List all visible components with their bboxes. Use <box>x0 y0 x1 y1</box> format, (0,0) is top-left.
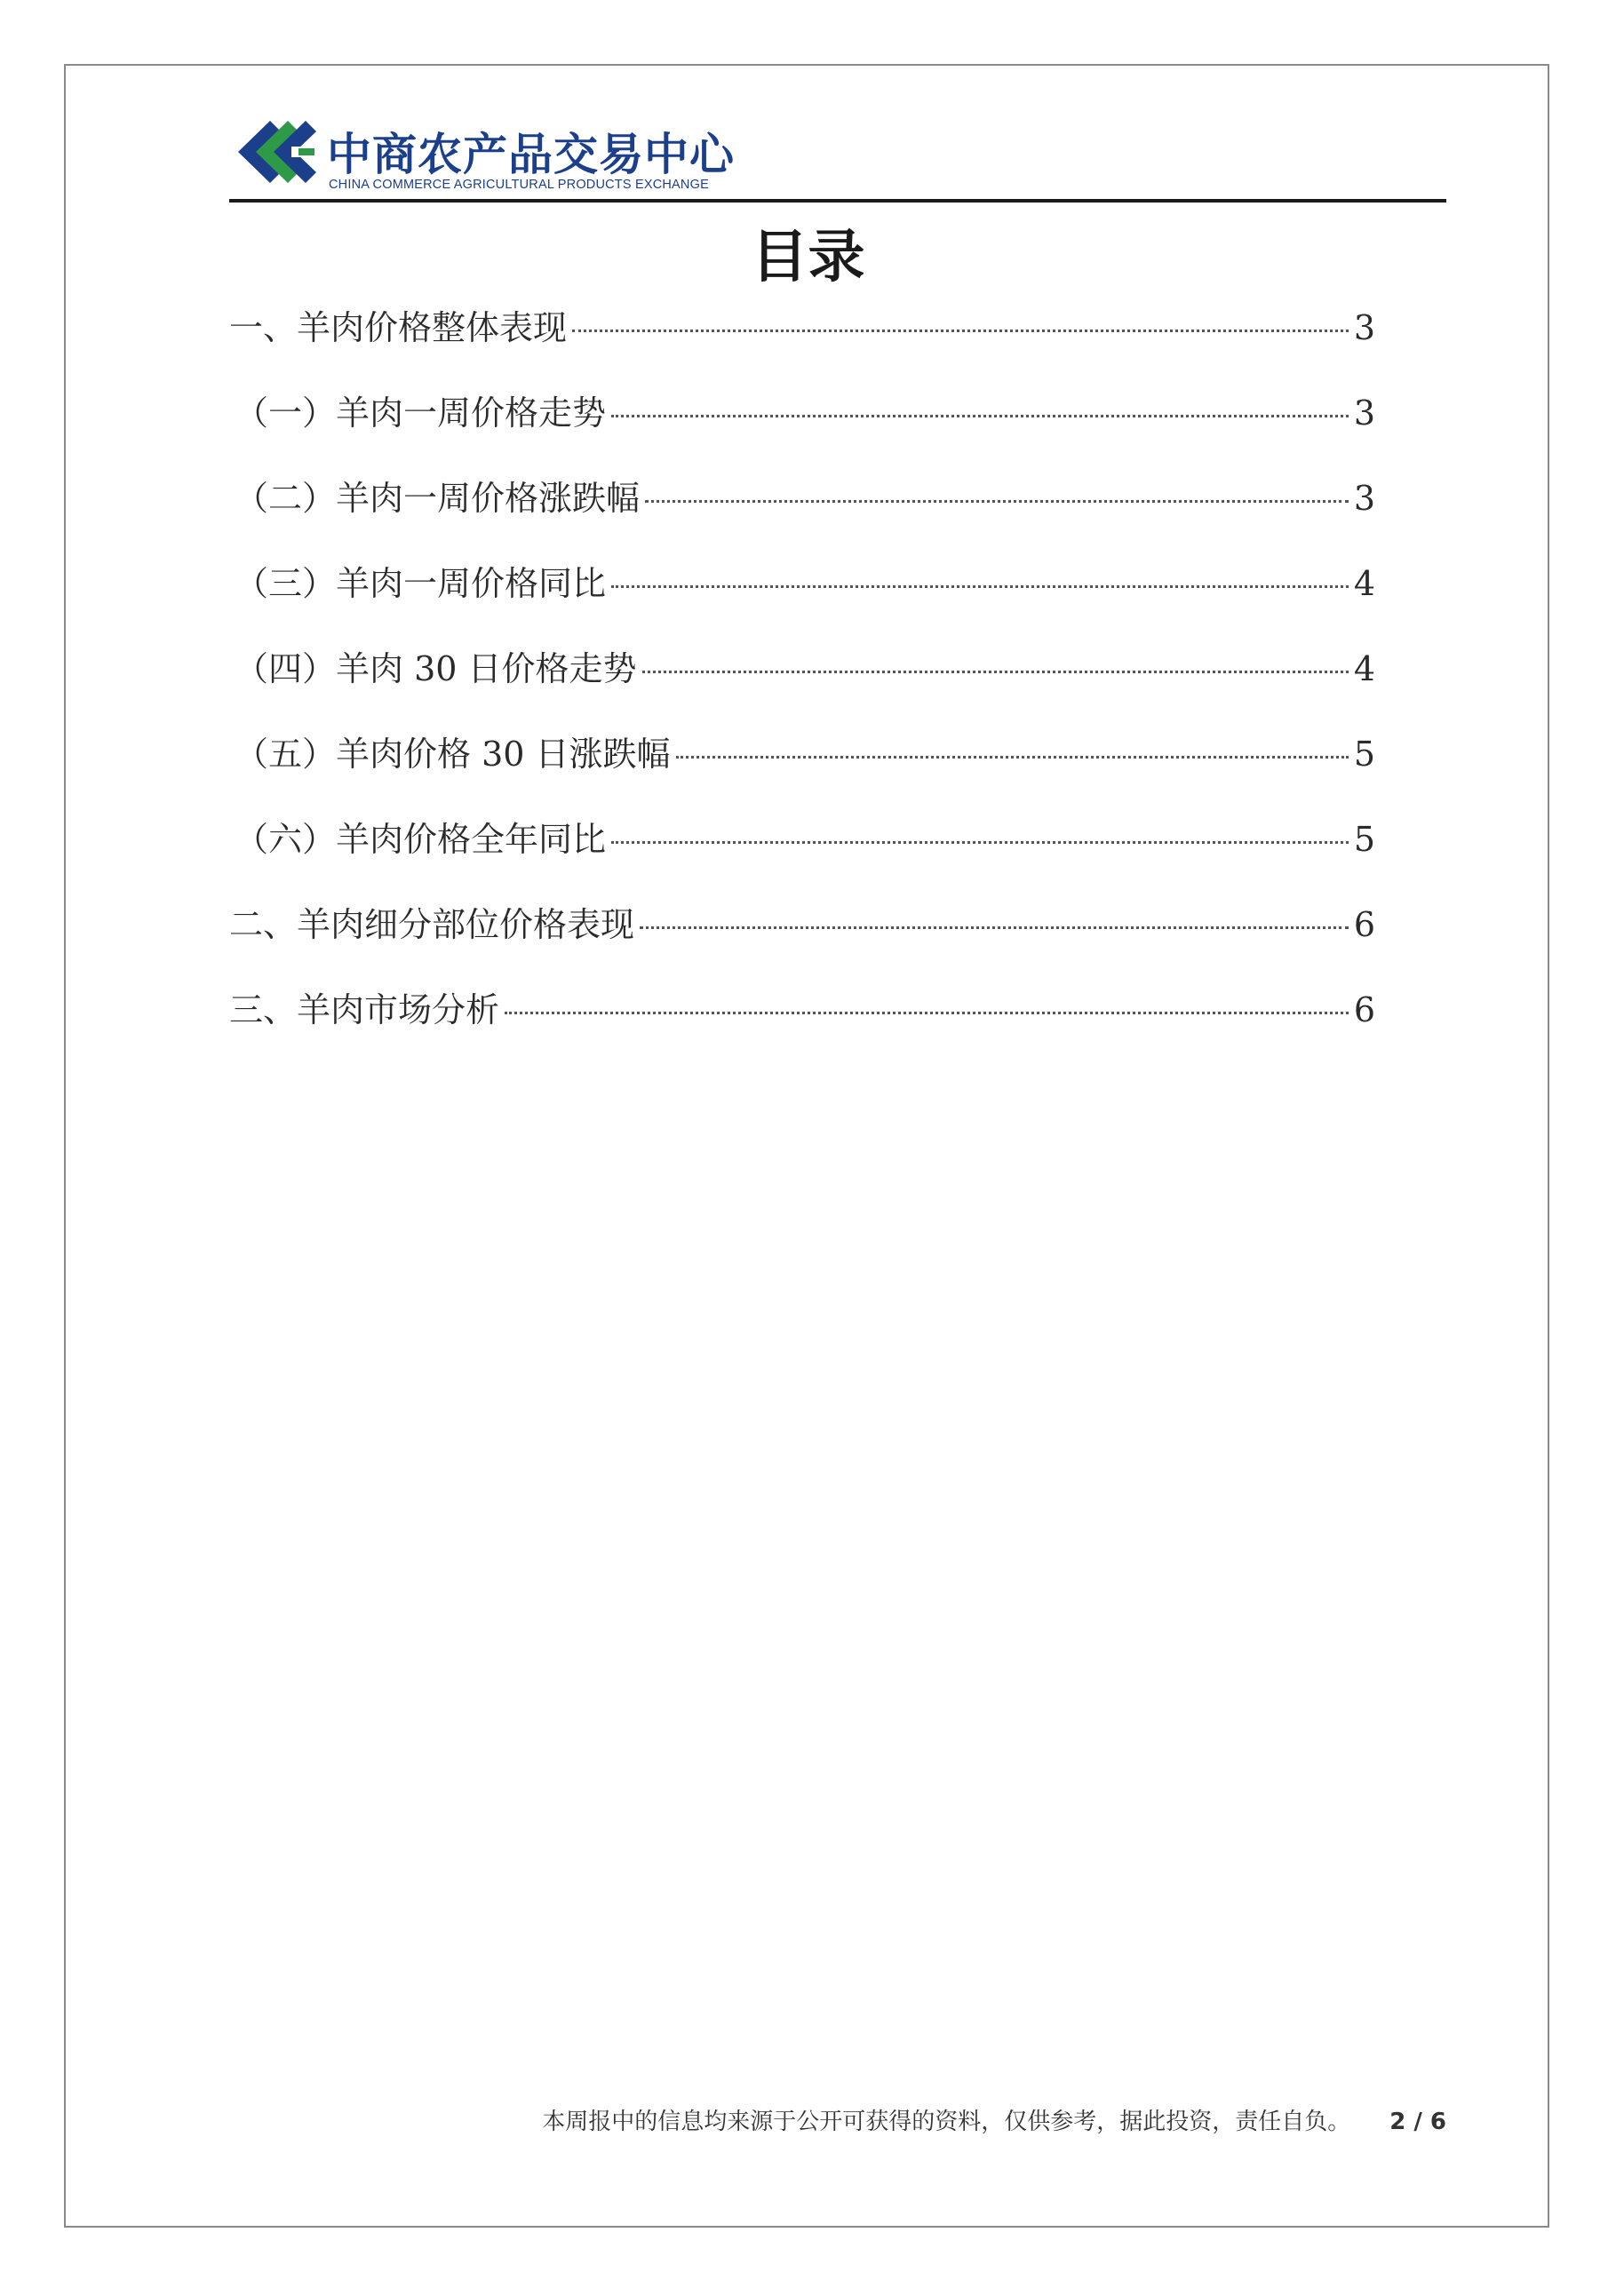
toc-entry-page: 3 <box>1353 308 1375 347</box>
toc-entry-label: （五）羊肉价格 30 日涨跌幅 <box>235 735 671 774</box>
logo-icon <box>233 117 322 187</box>
table-of-contents <box>229 300 1375 1068</box>
toc-leader-dots <box>676 756 1349 759</box>
toc-entry-page: 4 <box>1353 649 1375 688</box>
toc-leader-dots <box>642 671 1349 673</box>
toc-entry-page: 3 <box>1353 393 1375 433</box>
toc-entry[interactable] <box>229 641 1375 727</box>
toc-entry[interactable] <box>229 727 1375 812</box>
footer-disclaimer: 本周报中的信息均来源于公开可获得的资料，仅供参考，据此投资，责任自负。 <box>542 2109 1351 2135</box>
toc-entry[interactable] <box>229 812 1375 897</box>
toc-entry-page: 4 <box>1353 564 1375 603</box>
toc-entry-label: （三）羊肉一周价格同比 <box>235 564 607 603</box>
toc-entry-label: （一）羊肉一周价格走势 <box>235 393 607 433</box>
document-header <box>229 115 1446 204</box>
toc-entry-page: 3 <box>1353 479 1375 518</box>
toc-entry[interactable] <box>229 471 1375 556</box>
toc-entry-label: （六）羊肉价格全年同比 <box>235 820 607 859</box>
toc-entry[interactable] <box>229 300 1375 385</box>
toc-entry-page: 5 <box>1353 820 1375 859</box>
toc-entry-label: 三、羊肉市场分析 <box>229 990 500 1029</box>
toc-leader-dots <box>645 500 1349 503</box>
toc-leader-dots <box>505 1012 1349 1014</box>
toc-entry-page: 5 <box>1353 735 1375 774</box>
toc-leader-dots <box>611 841 1349 844</box>
toc-entry-label: （四）羊肉 30 日价格走势 <box>235 649 637 688</box>
toc-entry-label: （二）羊肉一周价格涨跌幅 <box>235 479 641 518</box>
toc-entry-page: 6 <box>1353 990 1375 1029</box>
toc-leader-dots <box>611 585 1349 588</box>
toc-entry[interactable] <box>229 556 1375 641</box>
toc-entry-page: 6 <box>1353 905 1375 944</box>
toc-leader-dots <box>572 330 1349 332</box>
toc-entry-label: 一、羊肉价格整体表现 <box>229 308 568 347</box>
toc-entry-label: 二、羊肉细分部位价格表现 <box>229 905 635 944</box>
toc-leader-dots <box>640 926 1349 929</box>
toc-entry[interactable] <box>229 385 1375 471</box>
logo-english-name: CHINA COMMERCE AGRICULTURAL PRODUCTS EXCHANGE <box>329 178 709 192</box>
toc-entry[interactable] <box>229 982 1375 1068</box>
header-divider <box>229 199 1446 203</box>
logo-chinese-name: 中商农产品交易中心 <box>327 129 735 180</box>
page-number: 2 / 6 <box>1389 2109 1446 2135</box>
toc-entry[interactable] <box>229 897 1375 982</box>
toc-leader-dots <box>611 415 1349 417</box>
toc-title: 目录 <box>751 225 865 290</box>
page-footer <box>0 2103 1446 2136</box>
